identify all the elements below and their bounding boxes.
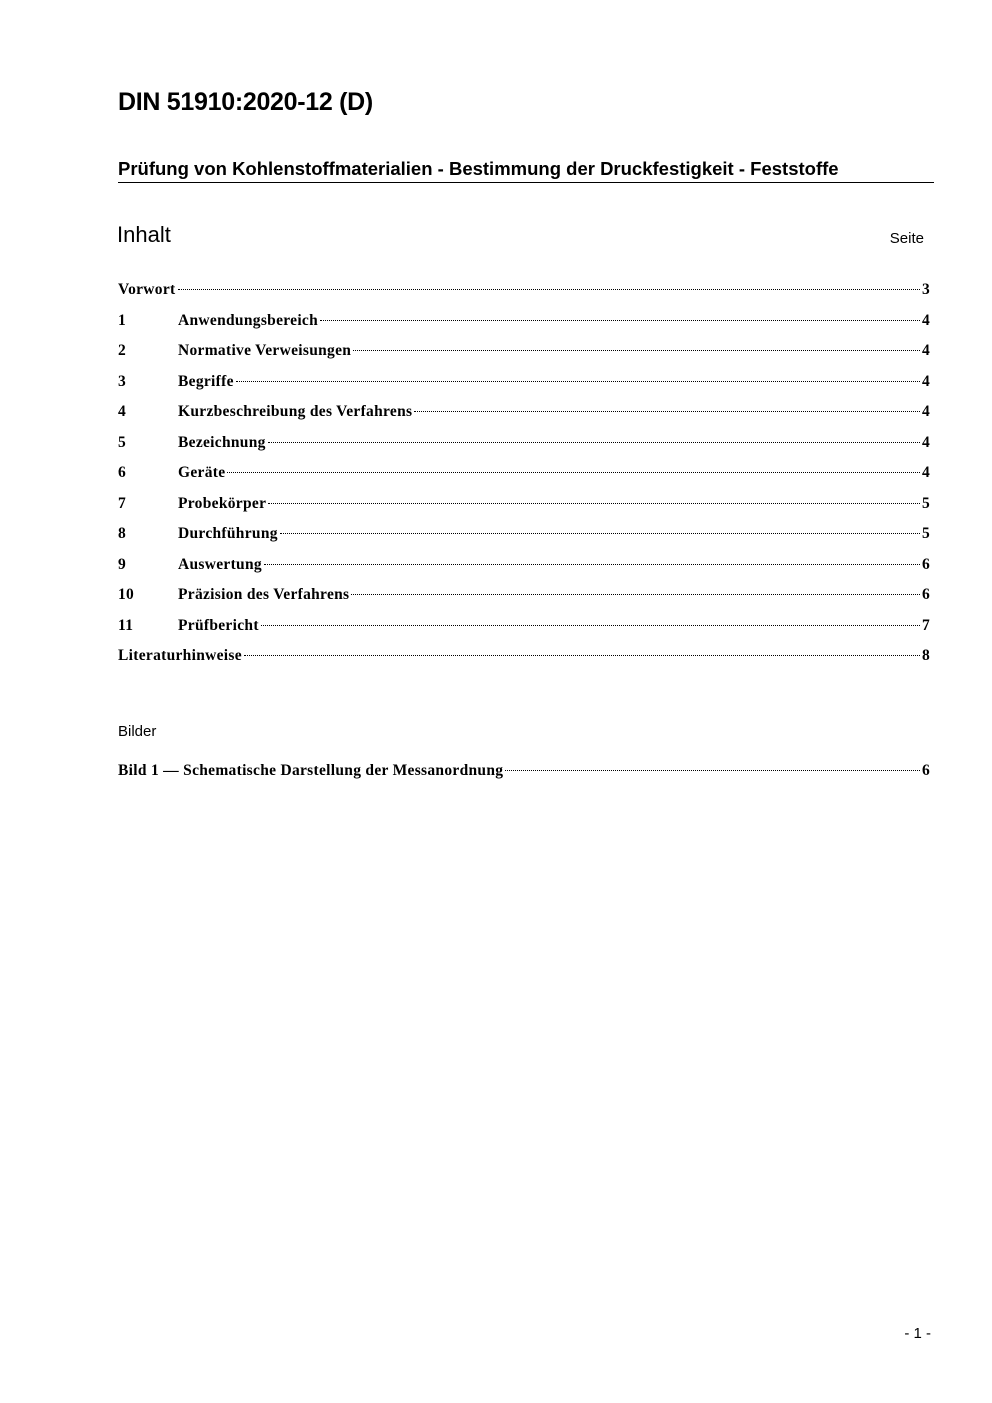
toc-entry-number: 2	[118, 342, 127, 359]
toc-entry-2[interactable]	[118, 342, 930, 373]
toc-entry-label: Prüfbericht	[178, 616, 259, 634]
toc-entry-label: Anwendungsbereich	[178, 311, 319, 329]
toc-entry-number: 8	[118, 525, 127, 542]
toc-entry-number: 7	[118, 494, 127, 512]
toc-entry-label: Kurzbeschreibung des Verfahrens	[178, 403, 413, 420]
figure-entry-label: Bild 1 — Schematische Darstellung der Messanordnung	[118, 762, 504, 779]
table-of-contents	[118, 281, 930, 678]
toc-entry-number: 3	[118, 372, 127, 390]
toc-leader	[320, 320, 920, 321]
toc-entry-8[interactable]	[118, 525, 930, 556]
toc-entry-number: 1	[118, 311, 127, 329]
toc-entry-label: Probekörper	[178, 494, 267, 512]
toc-leader	[244, 655, 920, 656]
figures-list	[118, 762, 930, 793]
toc-entry-10[interactable]	[118, 586, 930, 617]
page-number: - 1 -	[904, 1325, 931, 1342]
toc-entry-label: Begriffe	[178, 372, 234, 390]
toc-entry-label: Normative Verweisungen	[178, 342, 352, 359]
toc-entry-page: 6	[921, 586, 930, 603]
toc-entry-label: Durchführung	[178, 525, 278, 542]
toc-entry-page: 5	[921, 494, 930, 512]
toc-entry-page: 7	[921, 616, 930, 634]
toc-leader	[261, 625, 920, 626]
toc-entry-number: 11	[118, 616, 134, 634]
toc-entry-7[interactable]	[118, 495, 930, 526]
figure-entry-page: 6	[921, 762, 930, 779]
toc-entry-1[interactable]	[118, 312, 930, 343]
toc-entry-number: 6	[118, 464, 127, 481]
toc-entry-number: 5	[118, 433, 127, 451]
toc-entry-4[interactable]	[118, 403, 930, 434]
toc-entry-label: Bezeichnung	[178, 433, 266, 451]
toc-leader	[505, 770, 920, 771]
document-id: DIN 51910:2020-12 (D)	[118, 88, 373, 116]
toc-page-column-label: Seite	[889, 230, 924, 247]
figure-entry-1[interactable]	[118, 762, 930, 793]
toc-leader	[353, 350, 920, 351]
toc-entry-literaturhinweise[interactable]	[118, 647, 930, 678]
toc-entry-number: 4	[118, 403, 127, 420]
toc-entry-label: Auswertung	[178, 555, 262, 573]
toc-leader	[227, 472, 920, 473]
toc-entry-page: 4	[921, 342, 930, 359]
toc-leader	[268, 442, 920, 443]
toc-entry-page: 4	[921, 433, 930, 451]
toc-leader	[414, 411, 920, 412]
toc-heading: Inhalt	[117, 222, 171, 247]
toc-leader	[268, 503, 920, 504]
toc-entry-11[interactable]	[118, 617, 930, 648]
document-title: Prüfung von Kohlenstoffmaterialien - Bestimmung der Druckfestigkeit - Feststoffe	[118, 158, 934, 183]
toc-leader	[178, 289, 920, 290]
toc-leader	[236, 381, 920, 382]
toc-entry-6[interactable]	[118, 464, 930, 495]
toc-entry-page: 4	[921, 311, 930, 329]
toc-entry-page: 6	[921, 555, 930, 573]
toc-entry-page: 5	[921, 525, 930, 542]
toc-entry-number: 9	[118, 555, 127, 573]
toc-entry-page: 4	[921, 464, 930, 481]
toc-entry-page: 4	[921, 372, 930, 390]
toc-entry-page: 4	[921, 403, 930, 420]
toc-entry-9[interactable]	[118, 556, 930, 587]
toc-entry-5[interactable]	[118, 434, 930, 465]
toc-leader	[351, 594, 920, 595]
figures-heading: Bilder	[118, 723, 157, 740]
toc-leader	[264, 564, 920, 565]
toc-entry-label: Geräte	[178, 464, 226, 481]
toc-leader	[280, 533, 920, 534]
toc-entry-page: 8	[921, 647, 930, 664]
toc-entry-3[interactable]	[118, 373, 930, 404]
toc-entry-label: Präzision des Verfahrens	[178, 586, 350, 603]
toc-entry-number: 10	[118, 586, 135, 603]
toc-entry-page: 3	[921, 281, 930, 298]
toc-entry-label: Vorwort	[118, 281, 176, 298]
toc-entry-label: Literaturhinweise	[118, 647, 242, 664]
toc-entry-vorwort[interactable]	[118, 281, 930, 312]
